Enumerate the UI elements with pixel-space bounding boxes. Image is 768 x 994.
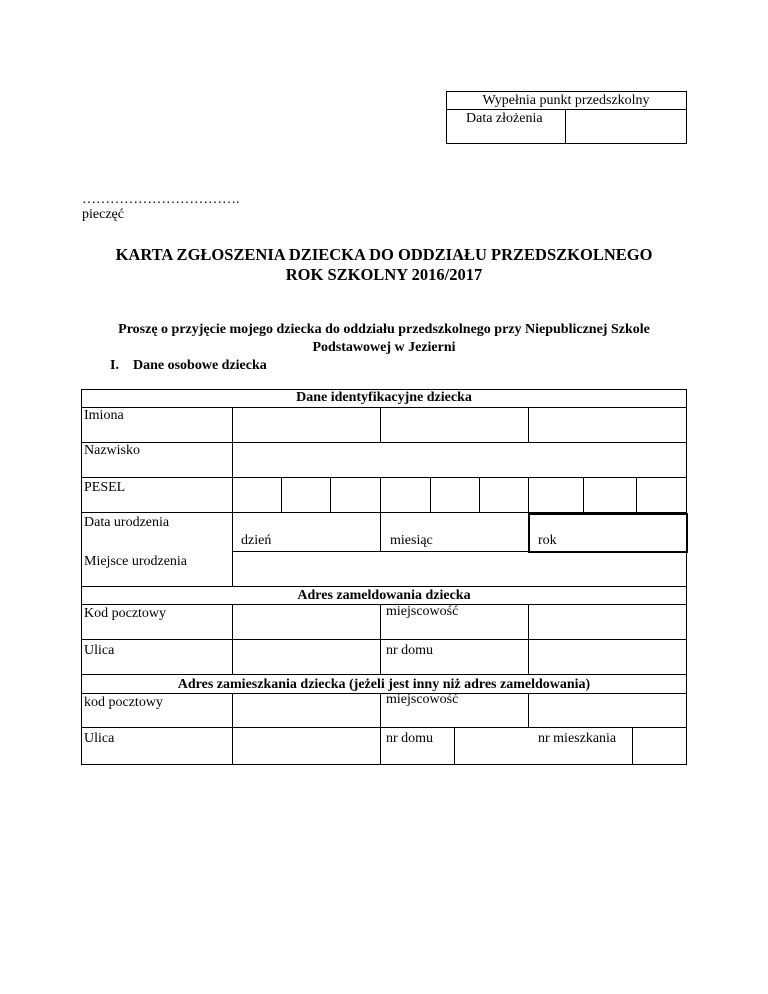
locality-label-2: miejscowość — [386, 692, 459, 707]
first-names-label: Imiona — [84, 408, 124, 423]
identification-header: Dane identyfikacyjne dziecka — [296, 390, 472, 405]
table-hline — [81, 442, 687, 443]
table-hline — [81, 727, 687, 728]
postal-code-label: Kod pocztowy — [84, 606, 167, 621]
table-vline — [686, 389, 687, 765]
table-hline — [81, 477, 687, 478]
stamp-box-header: Wypełnia punkt przedszkolny — [482, 93, 650, 108]
table-vline — [281, 477, 282, 512]
flat-number-label: nr mieszkania — [538, 731, 617, 746]
table-vline — [380, 477, 381, 512]
request-line-1: Proszę o przyjęcie mojego dziecka do oddziału przedszkolnego przy Niepublicznej Szkole — [118, 322, 650, 337]
postal-code-label-2: kod pocztowy — [84, 695, 163, 710]
section-title: Dane osobowe dziecka — [133, 358, 267, 373]
date-submitted-field[interactable] — [566, 110, 686, 143]
table-vline — [232, 604, 233, 674]
table-vline — [454, 727, 455, 764]
pesel-label: PESEL — [84, 480, 126, 495]
table-hline — [81, 604, 687, 605]
table-vline — [528, 477, 529, 512]
residence-address-header: Adres zamieszkania dziecka (jeżeli jest inny niż adres zameldowania) — [177, 677, 591, 692]
seal-label: pieczęć — [82, 207, 124, 222]
school-year: ROK SZKOLNY 2016/2017 — [285, 265, 483, 284]
house-number-label: nr domu — [386, 643, 434, 658]
birth-place-label: Miejsce urodzenia — [84, 554, 188, 569]
table-vline — [380, 693, 381, 764]
table-vline — [479, 477, 480, 512]
table-vline — [528, 604, 529, 674]
table-vline — [232, 442, 233, 477]
table-vline — [430, 477, 431, 512]
table-hline — [81, 674, 687, 675]
month-label: miesiąc — [390, 533, 433, 548]
table-vline — [232, 407, 233, 442]
table-vline — [232, 477, 233, 512]
table-vline — [380, 407, 381, 442]
registered-address-header: Adres zameldowania dziecka — [297, 588, 471, 603]
table-vline — [380, 512, 381, 551]
house-number-label-2: nr domu — [386, 731, 434, 746]
table-hline — [81, 407, 687, 408]
stamp-box-border-bottom — [446, 143, 686, 144]
table-vline — [583, 477, 584, 512]
table-vline — [636, 477, 637, 512]
seal-dots: ……………………………. — [82, 192, 240, 207]
table-vline — [232, 693, 233, 764]
table-vline — [380, 604, 381, 674]
table-hline — [81, 639, 687, 640]
street-label-2: Ulica — [84, 731, 115, 746]
table-vline — [528, 407, 529, 442]
table-hline — [81, 693, 687, 694]
page-title: KARTA ZGŁOSZENIA DZIECKA DO ODDZIAŁU PRZEDSZKOLNEGO — [115, 245, 653, 264]
table-hline — [81, 764, 687, 765]
day-label: dzień — [241, 533, 272, 548]
stamp-box-border-right — [686, 91, 687, 144]
stamp-box-border-top — [446, 91, 686, 92]
year-label: rok — [538, 533, 557, 548]
table-vline — [632, 727, 633, 764]
table-vline — [232, 512, 233, 586]
request-line-2: Podstawowej w Jezierni — [312, 340, 456, 355]
locality-label: miejscowość — [386, 604, 459, 619]
birth-date-label: Data urodzenia — [84, 515, 170, 530]
table-vline — [528, 693, 529, 727]
date-submitted-label: Data złożenia — [466, 111, 543, 126]
section-number: I. — [110, 358, 119, 373]
table-vline — [81, 389, 82, 765]
street-label: Ulica — [84, 643, 115, 658]
table-vline — [330, 477, 331, 512]
table-hline — [81, 586, 687, 587]
surname-label: Nazwisko — [84, 443, 140, 458]
